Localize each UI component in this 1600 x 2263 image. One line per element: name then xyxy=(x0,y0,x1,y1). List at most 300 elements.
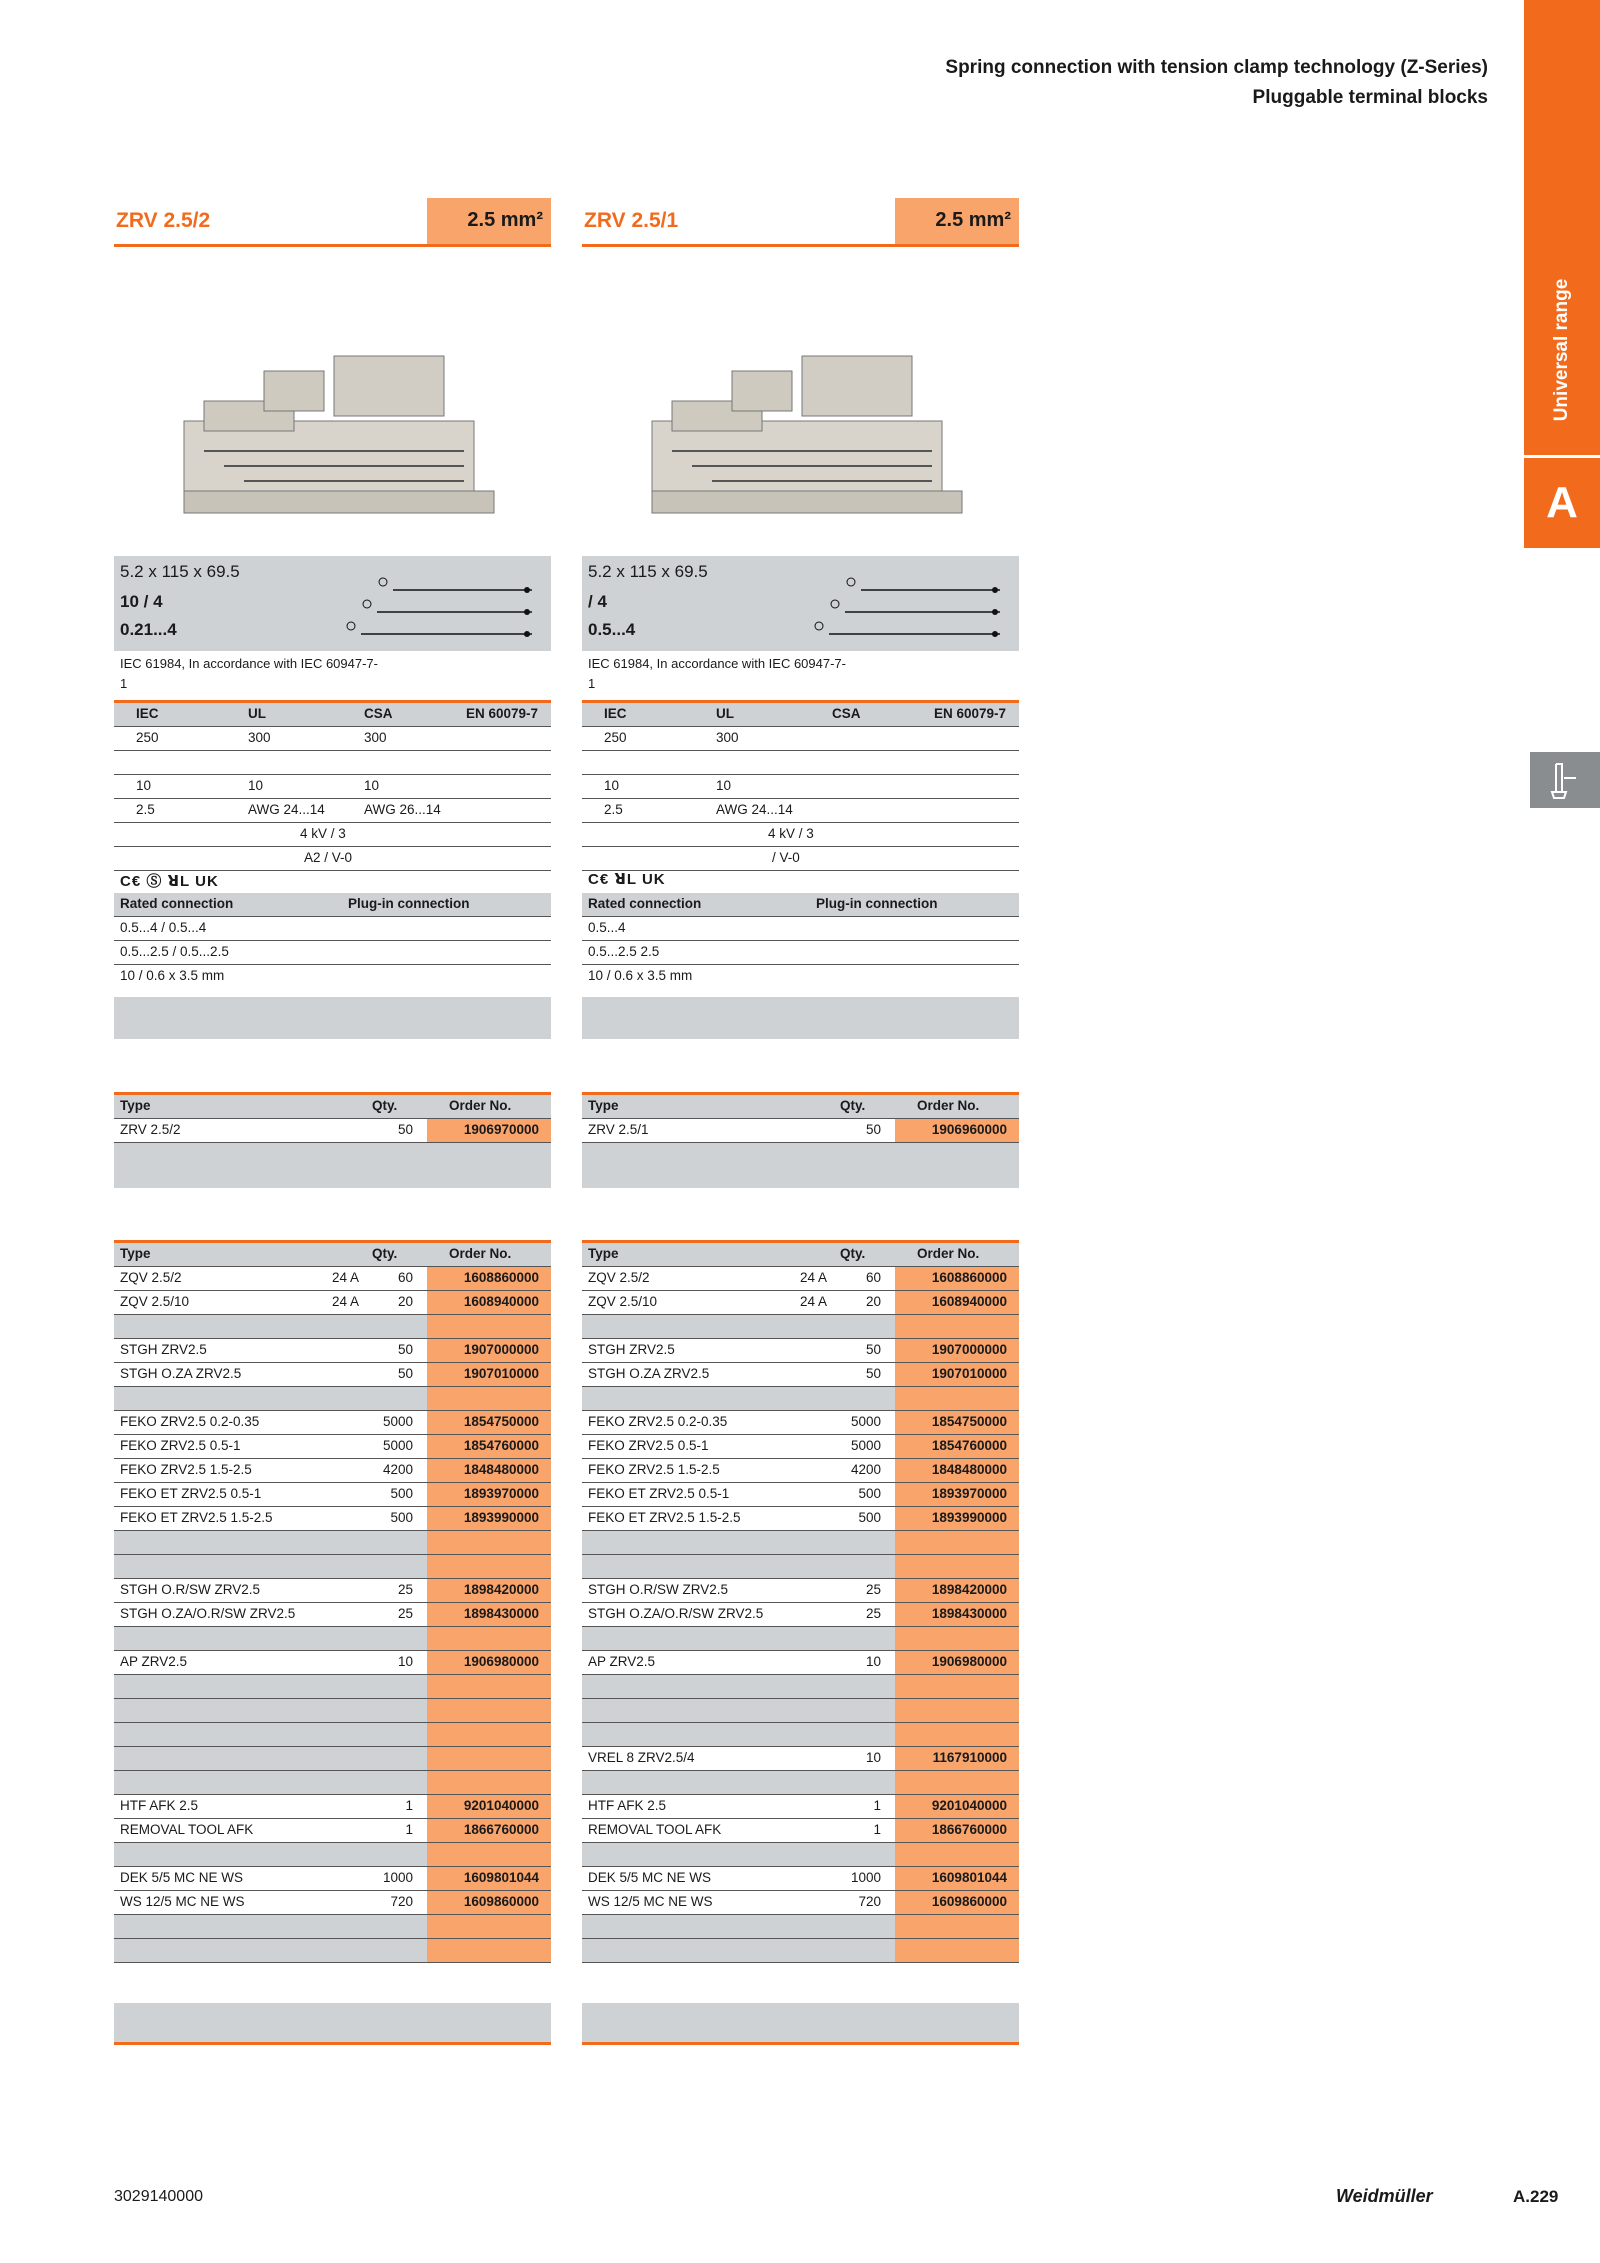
accessory-order-number: 1906980000 xyxy=(427,1651,551,1674)
connection-head-cell: Plug-in connection xyxy=(348,896,470,911)
standards-text: IEC 61984, In accordance with IEC 60947-7-1 xyxy=(120,656,378,691)
cross-section-row-cell: 2.5 xyxy=(604,802,623,817)
order-table xyxy=(582,1092,1019,1188)
accessory-qty: 50 xyxy=(865,1342,881,1357)
connection-value: 0.5...4 xyxy=(588,920,626,935)
accessory-order-number xyxy=(427,1771,551,1794)
approvals-table xyxy=(582,700,1019,871)
accessory-order-number xyxy=(427,1387,551,1410)
accessory-order-number: 1893990000 xyxy=(895,1507,1019,1530)
cross-section-row xyxy=(114,799,551,823)
accessory-type: AP ZRV2.5 xyxy=(588,1654,656,1669)
accessory-order-number: 1609860000 xyxy=(895,1891,1019,1914)
connection-head-cell: Rated connection xyxy=(120,896,234,911)
accessory-order-number: 1608940000 xyxy=(427,1291,551,1314)
accessory-row xyxy=(114,1723,551,1747)
accessory-order-number xyxy=(427,1843,551,1866)
accessory-amp: 24 A xyxy=(800,1294,828,1309)
header-subtitle: Pluggable terminal blocks xyxy=(1252,87,1488,108)
side-divider xyxy=(1524,455,1600,458)
grey-bar xyxy=(114,997,551,1039)
accessory-order-number xyxy=(895,1531,1019,1554)
order-qty: 50 xyxy=(865,1122,881,1137)
approval-head-cell: UL xyxy=(248,706,266,721)
accessory-order-number xyxy=(427,1723,551,1746)
connection-row xyxy=(114,965,551,989)
approval-head-cell: IEC xyxy=(604,706,627,721)
rated-current-row xyxy=(114,775,551,799)
accessory-row xyxy=(582,1267,1019,1291)
accessory-row xyxy=(582,1363,1019,1387)
accessory-order-number xyxy=(895,1843,1019,1866)
accessory-row xyxy=(582,1675,1019,1699)
accessory-qty: 50 xyxy=(397,1366,413,1381)
accessory-order-number: 1866760000 xyxy=(895,1819,1019,1842)
accessory-order-number xyxy=(895,1939,1019,1962)
connection-value: 0.5...4 / 0.5...4 xyxy=(120,920,207,935)
approval-head-cell: UL xyxy=(716,706,734,721)
accessory-order-number xyxy=(895,1675,1019,1698)
cross-section-row-cell: AWG 24...14 xyxy=(716,802,793,817)
wire-count: / 4 xyxy=(588,592,607,611)
accessory-order-number: 1907000000 xyxy=(895,1339,1019,1362)
accessory-order-number: 1609801044 xyxy=(895,1867,1019,1890)
accessory-order-number: 1907000000 xyxy=(427,1339,551,1362)
accessory-order-number: 1854760000 xyxy=(895,1435,1019,1458)
circuit-diagram-icon xyxy=(327,556,547,651)
accessory-row xyxy=(114,1699,551,1723)
accessory-order-number xyxy=(895,1387,1019,1410)
accessory-qty: 720 xyxy=(858,1894,881,1909)
accessory-order-number: 1893970000 xyxy=(895,1483,1019,1506)
accessory-row xyxy=(114,1843,551,1867)
accessory-amp: 24 A xyxy=(332,1270,360,1285)
accessory-type: DEK 5/5 MC NE WS xyxy=(588,1870,712,1885)
accessory-order-number xyxy=(427,1675,551,1698)
accessory-order-number xyxy=(427,1315,551,1338)
product-image xyxy=(632,341,972,541)
cross-section-row-cell: AWG 24...14 xyxy=(248,802,325,817)
accessory-order-number: 1608940000 xyxy=(895,1291,1019,1314)
order-header xyxy=(114,1092,551,1119)
accessory-row xyxy=(582,1291,1019,1315)
order-row xyxy=(114,1119,551,1143)
accessory-row xyxy=(114,1387,551,1411)
accessory-qty: 50 xyxy=(865,1366,881,1381)
side-range-label: Universal range xyxy=(1551,278,1572,422)
accessory-order-number xyxy=(427,1939,551,1962)
accessory-qty: 5000 xyxy=(850,1438,881,1453)
certification-marks: C€ Ⓢ ꓤL UK xyxy=(120,873,219,890)
circuit-diagram-icon xyxy=(795,556,1015,651)
grey-bar xyxy=(582,997,1019,1039)
accessories-head-cell: Order No. xyxy=(917,1246,980,1261)
approval-head-cell: CSA xyxy=(832,706,861,721)
accessory-row xyxy=(582,1483,1019,1507)
accessory-order-number: 1848480000 xyxy=(427,1459,551,1482)
order-head-cell: Type xyxy=(120,1098,151,1113)
approvals-table xyxy=(114,700,551,871)
connection-table xyxy=(582,893,1019,1039)
accessory-type: STGH O.R/SW ZRV2.5 xyxy=(588,1582,729,1597)
order-type: ZRV 2.5/1 xyxy=(588,1122,649,1137)
accessory-row xyxy=(114,1555,551,1579)
accessory-type: FEKO ET ZRV2.5 1.5-2.5 xyxy=(588,1510,741,1525)
accessory-order-number xyxy=(427,1531,551,1554)
accessory-type: HTF AFK 2.5 xyxy=(120,1798,199,1813)
connection-row xyxy=(114,917,551,941)
accessory-order-number xyxy=(895,1315,1019,1338)
order-head-cell: Qty. xyxy=(840,1098,866,1113)
product-column-right xyxy=(582,198,1019,1909)
spec-box xyxy=(582,556,1019,651)
accessory-order-number: 1608860000 xyxy=(427,1267,551,1290)
accessory-order-number: 1866760000 xyxy=(427,1819,551,1842)
accessory-type: FEKO ZRV2.5 1.5-2.5 xyxy=(120,1462,252,1477)
accessory-qty: 20 xyxy=(865,1294,881,1309)
cross-section-row-cell: AWG 26...14 xyxy=(364,802,441,817)
accessory-order-number: 1609860000 xyxy=(427,1891,551,1914)
accessory-order-number xyxy=(427,1747,551,1770)
accessory-order-number: 1854750000 xyxy=(427,1411,551,1434)
accessory-row xyxy=(114,1315,551,1339)
accessory-qty: 10 xyxy=(865,1654,881,1669)
accessories-table xyxy=(582,1240,1019,2045)
accessory-order-number: 1907010000 xyxy=(427,1363,551,1386)
side-letter: A xyxy=(1546,478,1578,527)
connection-value: 10 / 0.6 x 3.5 mm xyxy=(588,968,693,983)
product-image xyxy=(164,341,504,541)
accessory-row xyxy=(582,1939,1019,1963)
accessory-row xyxy=(582,1699,1019,1723)
order-head-cell: Qty. xyxy=(372,1098,398,1113)
accessory-qty: 5000 xyxy=(382,1414,413,1429)
accessory-row xyxy=(582,1651,1019,1675)
accessory-qty: 500 xyxy=(858,1510,881,1525)
rated-current-row-cell: 10 xyxy=(716,778,732,793)
accessory-type: VREL 8 ZRV2.5/4 xyxy=(588,1750,695,1765)
accessory-type: REMOVAL TOOL AFK xyxy=(588,1822,722,1837)
accessory-qty: 4200 xyxy=(382,1462,413,1477)
accessory-order-number: 1898430000 xyxy=(895,1603,1019,1626)
accessory-order-number xyxy=(427,1555,551,1578)
pollution-row xyxy=(582,847,1019,871)
accessory-qty: 25 xyxy=(865,1582,881,1597)
accessory-type: ZQV 2.5/2 xyxy=(588,1270,650,1285)
accessory-row xyxy=(582,1843,1019,1867)
accessory-qty: 60 xyxy=(397,1270,413,1285)
spec-box xyxy=(114,556,551,651)
order-head-cell: Order No. xyxy=(449,1098,512,1113)
accessory-order-number: 1893970000 xyxy=(427,1483,551,1506)
accessory-type: FEKO ZRV2.5 0.2-0.35 xyxy=(120,1414,260,1429)
accessory-type: AP ZRV2.5 xyxy=(120,1654,188,1669)
accessory-type: FEKO ZRV2.5 0.5-1 xyxy=(588,1438,709,1453)
connection-row xyxy=(114,941,551,965)
accessory-type: STGH O.R/SW ZRV2.5 xyxy=(120,1582,261,1597)
accessory-row xyxy=(582,1339,1019,1363)
approval-head-cell: CSA xyxy=(364,706,393,721)
accessory-qty: 25 xyxy=(397,1606,413,1621)
rated-current-row-cell: 10 xyxy=(248,778,264,793)
accessory-order-number xyxy=(895,1771,1019,1794)
accessory-type: STGH O.ZA ZRV2.5 xyxy=(588,1366,710,1381)
accessory-row xyxy=(114,1627,551,1651)
accessory-qty: 25 xyxy=(865,1606,881,1621)
accessory-row xyxy=(582,1771,1019,1795)
accessory-row xyxy=(114,1411,551,1435)
order-head-cell: Order No. xyxy=(917,1098,980,1113)
accessory-qty: 50 xyxy=(397,1342,413,1357)
accessory-row xyxy=(582,1555,1019,1579)
certification-marks: C€ ꓤL UK xyxy=(588,871,666,888)
order-header xyxy=(582,1092,1019,1119)
accessory-qty: 1 xyxy=(405,1822,413,1837)
surge-row xyxy=(582,823,1019,847)
accessory-row xyxy=(114,1795,551,1819)
accessory-order-number: 1898420000 xyxy=(895,1579,1019,1602)
approval-head-cell: EN 60079-7 xyxy=(466,706,539,721)
accessory-order-number: 1898430000 xyxy=(427,1603,551,1626)
accessory-amp: 24 A xyxy=(800,1270,828,1285)
accessory-row xyxy=(114,1891,551,1915)
accessory-type: STGH O.ZA ZRV2.5 xyxy=(120,1366,242,1381)
accessory-row xyxy=(114,1747,551,1771)
accessory-type: WS 12/5 MC NE WS xyxy=(120,1894,245,1909)
dimensions: 5.2 x 115 x 69.5 xyxy=(588,562,708,581)
accessory-row xyxy=(582,1603,1019,1627)
accessory-qty: 60 xyxy=(865,1270,881,1285)
grey-bar xyxy=(582,2003,1019,2045)
accessory-qty: 4200 xyxy=(850,1462,881,1477)
accessory-row xyxy=(582,1867,1019,1891)
dimensions: 5.2 x 115 x 69.5 xyxy=(120,562,240,581)
accessory-row xyxy=(114,1867,551,1891)
approvals-spacer-row xyxy=(582,751,1019,775)
cross-section-row xyxy=(582,799,1019,823)
accessories-head-cell: Qty. xyxy=(840,1246,866,1261)
accessory-row xyxy=(582,1411,1019,1435)
screwdriver-icon xyxy=(1530,752,1600,808)
order-number: 1906970000 xyxy=(427,1119,551,1142)
accessory-order-number: 1906980000 xyxy=(895,1651,1019,1674)
accessory-type: STGH O.ZA/O.R/SW ZRV2.5 xyxy=(588,1606,764,1621)
accessory-type: STGH O.ZA/O.R/SW ZRV2.5 xyxy=(120,1606,296,1621)
surge-value: 4 kV / 3 xyxy=(300,826,346,841)
rated-current-row-cell: 10 xyxy=(364,778,380,793)
accessory-order-number: 1907010000 xyxy=(895,1363,1019,1386)
accessory-row xyxy=(114,1531,551,1555)
rated-current-row-cell: 10 xyxy=(604,778,620,793)
accessory-type: ZQV 2.5/10 xyxy=(588,1294,658,1309)
accessory-type: DEK 5/5 MC NE WS xyxy=(120,1870,244,1885)
accessory-qty: 500 xyxy=(390,1486,413,1501)
rated-current-row xyxy=(582,775,1019,799)
accessory-row xyxy=(114,1675,551,1699)
surge-value: 4 kV / 3 xyxy=(768,826,814,841)
accessory-row xyxy=(114,1339,551,1363)
accessory-row xyxy=(114,1435,551,1459)
connection-head-cell: Rated connection xyxy=(588,896,702,911)
accessory-qty: 500 xyxy=(858,1486,881,1501)
connection-header xyxy=(114,893,551,917)
cross-section-badge: 2.5 mm² xyxy=(895,198,1019,244)
accessory-row xyxy=(114,1579,551,1603)
accessory-row xyxy=(582,1723,1019,1747)
product-type-title: ZRV 2.5/2 xyxy=(116,209,211,232)
accessory-order-number: 1854750000 xyxy=(895,1411,1019,1434)
approval-head-cell: EN 60079-7 xyxy=(934,706,1007,721)
accessory-type: STGH ZRV2.5 xyxy=(588,1342,675,1357)
pollution-value: / V-0 xyxy=(772,850,800,865)
accessory-row xyxy=(114,1267,551,1291)
rated-voltage-row-cell: 250 xyxy=(136,730,159,745)
accessory-type: FEKO ET ZRV2.5 1.5-2.5 xyxy=(120,1510,273,1525)
accessories-head-cell: Order No. xyxy=(449,1246,512,1261)
accessory-type: FEKO ET ZRV2.5 0.5-1 xyxy=(120,1486,262,1501)
accessory-order-number: 1848480000 xyxy=(895,1459,1019,1482)
accessory-row xyxy=(582,1819,1019,1843)
accessory-order-number: 1608860000 xyxy=(895,1267,1019,1290)
approvals-header xyxy=(114,700,551,727)
cross-section-row-cell: 2.5 xyxy=(136,802,155,817)
accessory-qty: 1 xyxy=(405,1798,413,1813)
connection-value: 0.5...2.5 / 0.5...2.5 xyxy=(120,944,229,959)
order-row xyxy=(582,1119,1019,1143)
accessory-qty: 1000 xyxy=(382,1870,413,1885)
accessory-qty: 10 xyxy=(397,1654,413,1669)
accessory-type: ZQV 2.5/10 xyxy=(120,1294,190,1309)
accessory-amp: 24 A xyxy=(332,1294,360,1309)
rated-voltage-row-cell: 250 xyxy=(604,730,627,745)
rated-voltage-row-cell: 300 xyxy=(248,730,271,745)
order-qty: 50 xyxy=(397,1122,413,1137)
order-table xyxy=(114,1092,551,1188)
accessories-header xyxy=(582,1240,1019,1267)
accessory-row xyxy=(582,1747,1019,1771)
order-number: 1906960000 xyxy=(895,1119,1019,1142)
document-number: 3029140000 xyxy=(114,2188,203,2205)
accessory-row xyxy=(114,1915,551,1939)
accessory-type: FEKO ET ZRV2.5 0.5-1 xyxy=(588,1486,730,1501)
rated-voltage-row xyxy=(582,727,1019,751)
accessories-head-cell: Type xyxy=(120,1246,151,1261)
accessory-row xyxy=(582,1579,1019,1603)
accessory-qty: 1 xyxy=(873,1822,881,1837)
accessory-row xyxy=(114,1603,551,1627)
brand-logo: Weidmüller xyxy=(1336,2186,1433,2206)
accessory-order-number xyxy=(895,1555,1019,1578)
accessory-order-number: 1893990000 xyxy=(427,1507,551,1530)
connection-table xyxy=(114,893,551,1039)
accessory-type: FEKO ZRV2.5 0.2-0.35 xyxy=(588,1414,728,1429)
accessory-qty: 1000 xyxy=(850,1870,881,1885)
accessory-qty: 720 xyxy=(390,1894,413,1909)
page-number: A.229 xyxy=(1513,2187,1559,2206)
accessory-type: STGH ZRV2.5 xyxy=(120,1342,207,1357)
connection-header xyxy=(582,893,1019,917)
order-type: ZRV 2.5/2 xyxy=(120,1122,181,1137)
accessory-row xyxy=(582,1387,1019,1411)
accessory-qty: 5000 xyxy=(850,1414,881,1429)
accessory-row xyxy=(114,1363,551,1387)
accessory-order-number xyxy=(895,1627,1019,1650)
wire-count: 10 / 4 xyxy=(120,592,163,611)
accessory-qty: 20 xyxy=(397,1294,413,1309)
connection-row xyxy=(582,941,1019,965)
accessory-qty: 500 xyxy=(390,1510,413,1525)
connection-row xyxy=(582,917,1019,941)
accessories-head-cell: Type xyxy=(588,1246,619,1261)
accessory-row xyxy=(114,1507,551,1531)
accessory-qty: 1 xyxy=(873,1798,881,1813)
accessory-order-number: 1898420000 xyxy=(427,1579,551,1602)
accessory-row xyxy=(114,1771,551,1795)
accessory-type: HTF AFK 2.5 xyxy=(588,1798,667,1813)
accessory-order-number: 1167910000 xyxy=(895,1747,1019,1770)
rated-current-row-cell: 10 xyxy=(136,778,152,793)
pollution-value: A2 / V-0 xyxy=(304,850,353,865)
accessory-row xyxy=(582,1507,1019,1531)
grey-bar xyxy=(582,1143,1019,1188)
rated-voltage-row-cell: 300 xyxy=(716,730,739,745)
accessory-type: ZQV 2.5/2 xyxy=(120,1270,182,1285)
connection-head-cell: Plug-in connection xyxy=(816,896,938,911)
connection-value: 0.5...2.5 2.5 xyxy=(588,944,660,959)
accessory-order-number: 1609801044 xyxy=(427,1867,551,1890)
accessory-row xyxy=(582,1531,1019,1555)
accessory-order-number xyxy=(895,1699,1019,1722)
accessory-qty: 25 xyxy=(397,1582,413,1597)
accessory-order-number xyxy=(895,1915,1019,1938)
accessory-order-number: 9201040000 xyxy=(427,1795,551,1818)
accessory-order-number xyxy=(427,1915,551,1938)
accessory-row xyxy=(582,1891,1019,1915)
product-title-bar xyxy=(582,198,1019,247)
accessory-type: WS 12/5 MC NE WS xyxy=(588,1894,713,1909)
accessories-header xyxy=(114,1240,551,1267)
approval-head-cell: IEC xyxy=(136,706,159,721)
accessory-order-number xyxy=(427,1699,551,1722)
standards-text: IEC 61984, In accordance with IEC 60947-7-1 xyxy=(588,656,846,691)
rated-voltage-row xyxy=(114,727,551,751)
product-type-title: ZRV 2.5/1 xyxy=(584,209,679,232)
side-tab xyxy=(1524,0,1600,548)
accessory-qty: 10 xyxy=(865,1750,881,1765)
accessory-row xyxy=(582,1915,1019,1939)
cross-section-badge: 2.5 mm² xyxy=(427,198,551,244)
accessory-order-number: 9201040000 xyxy=(895,1795,1019,1818)
approvals-header xyxy=(582,700,1019,727)
header-title: Spring connection with tension clamp technology (Z-Series) xyxy=(945,57,1488,78)
accessory-row xyxy=(582,1459,1019,1483)
accessories-table xyxy=(114,1240,551,2045)
clamping-range: 0.21...4 xyxy=(120,620,177,639)
connection-value: 10 / 0.6 x 3.5 mm xyxy=(120,968,225,983)
grey-bar xyxy=(114,2003,551,2045)
order-head-cell: Type xyxy=(588,1098,619,1113)
accessory-row xyxy=(114,1459,551,1483)
rated-voltage-row-cell: 300 xyxy=(364,730,387,745)
accessory-row xyxy=(582,1435,1019,1459)
connection-row xyxy=(582,965,1019,989)
accessory-order-number xyxy=(895,1723,1019,1746)
accessory-row xyxy=(114,1819,551,1843)
product-title-bar xyxy=(114,198,551,247)
accessory-row xyxy=(114,1939,551,1963)
accessory-type: FEKO ZRV2.5 1.5-2.5 xyxy=(588,1462,720,1477)
approvals-spacer-row xyxy=(114,751,551,775)
